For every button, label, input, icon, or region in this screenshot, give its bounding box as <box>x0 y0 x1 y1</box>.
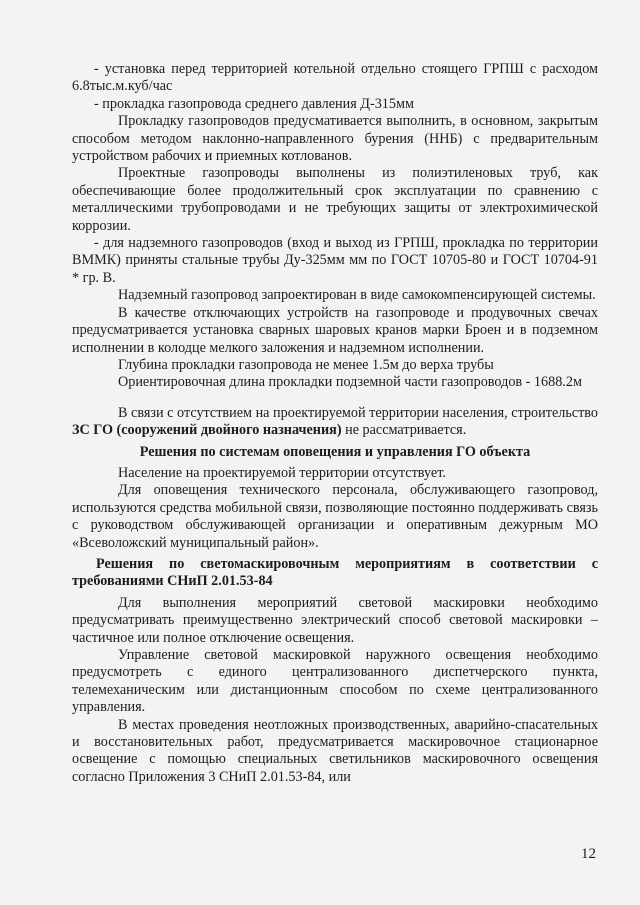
paragraph-light-masking: Для выполнения мероприятий световой маскировки необходимо предусматривать преимущественно электрический способ световой маскировки – частичное или полное отключение освещения. <box>72 594 598 646</box>
paragraph-hdd-method: Прокладку газопроводов предусмативается выполнить, в основном, закрытым способом методом наклонно-направленного бурения (ННБ) с предварительным устройством рабочих и приемных котлованов. <box>72 113 598 165</box>
paragraph-shutoff-valves: В качестве отключающих устройств на газопроводе и продувочных свечах предусматривается установка сварных шаровых кранов марки Броен и в подземном исполнении в колодце мелкого заложения и надземном исполнении. <box>72 304 598 356</box>
paragraph-civil-defense-structures <box>72 405 598 440</box>
paragraph-no-population: Население на проектируемой территории отсутствует. <box>118 464 446 481</box>
paragraph-steel-pipes: - для надземного газопроводов (вход и выход из ГРПШ, прокладка по территории ВММК) приняты стальные трубы Ду-325мм мм по ГОСТ 10705-80 и ГОСТ 10704-91 * гр. В. <box>72 235 598 286</box>
paragraph-mobile-communication: Для оповещения технического персонала, обслуживающего газопровод, используются средства мобильной связи, позволяющие постоянно поддерживать связь с руководством обслуживающей организации и оперативным дежурным МО «Всеволожский муниципальный район». <box>72 482 598 551</box>
page-number: 12 <box>581 846 596 862</box>
bold-term: ЗС ГО (сооружений двойного назначения) <box>72 422 342 439</box>
paragraph-laying-depth: Глубина прокладки газопровода не менее 1.5м до верха трубы <box>118 356 494 373</box>
paragraph-outdoor-lighting-control: Управление световой маскировкой наружного освещения необходимо предусмотреть с единого централизованного диспетчерского пункта, телемеханическим или дистанционным способом по схеме централизованного управления. <box>72 647 598 716</box>
paragraph-grpsh-installation: - установка перед территорией котельной отдельно стоящего ГРПШ с расходом 6.8тыс.м.куб/час <box>72 61 598 95</box>
paragraph-polyethylene-pipes: Проектные газопроводы выполнены из полиэтиленовых труб, как обеспечивающие более продолжительный срок эксплуатации по сравнению с металлическими трубопроводами и не требующих защиты от электрохимической коррозии. <box>72 165 598 234</box>
paragraph-text: не рассматривается. <box>341 422 467 439</box>
paragraph-emergency-work-lighting: В местах проведения неотложных производственных, аварийно-спасательных и восстановительных работ, предусматривается маскировочное стационарное освещение с помощью специальных светильников маскировочного освещения согласно Приложения 3 СНиП 2.01.53-84, или <box>72 716 598 785</box>
section-heading-blackout: Решения по светомаскировочным мероприятиям в соответствии с требованиями СНиП 2.01.53-84 <box>72 555 598 590</box>
paragraph-text: В связи с отсутствием на проектируемой территории населения, строительство <box>118 404 598 421</box>
paragraph-self-compensating: Надземный газопровод запроектирован в виде самокомпенсирующей системы. <box>118 287 596 304</box>
paragraph-pipeline-length: Ориентировочная длина прокладки подземной части газопроводов - 1688.2м <box>118 374 582 391</box>
paragraph-pipeline-laying: - прокладка газопровода среднего давления Д-315мм <box>94 95 414 112</box>
section-heading-notification: Решения по системам оповещения и управления ГО объекта <box>139 443 531 460</box>
document-body <box>72 61 598 786</box>
